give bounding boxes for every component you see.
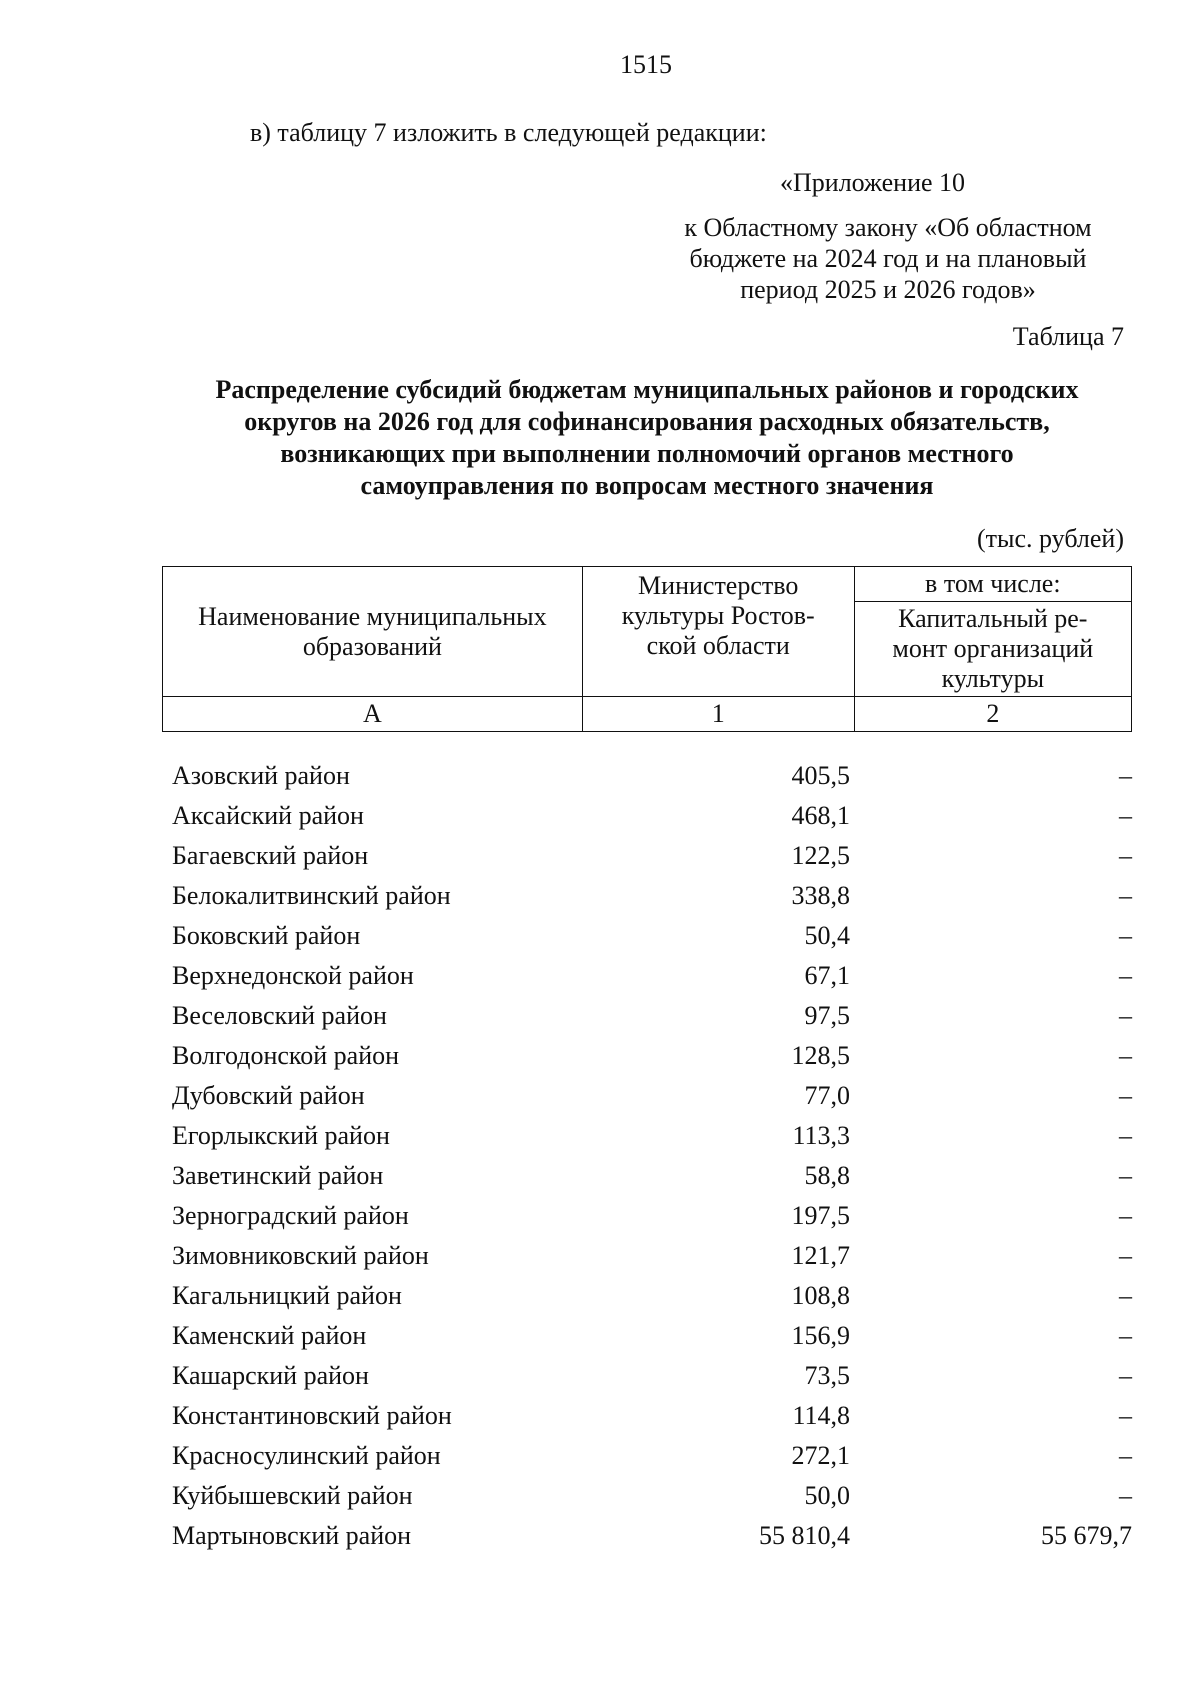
- row-value-2: –: [1119, 801, 1132, 830]
- table-row: [162, 1356, 1132, 1396]
- row-value-1: 97,5: [804, 1001, 850, 1030]
- header-col-name: [163, 567, 583, 697]
- row-value-2: –: [1119, 1361, 1132, 1390]
- row-name: Азовский район: [172, 761, 350, 790]
- row-name: Кагальницкий район: [172, 1281, 402, 1310]
- row-value-2: –: [1119, 1161, 1132, 1190]
- table-row: [162, 916, 1132, 956]
- row-value-2: –: [1119, 1321, 1132, 1350]
- row-value-1: 113,3: [792, 1121, 850, 1150]
- row-name: Каменский район: [172, 1321, 367, 1350]
- row-name: Белокалитвинский район: [172, 881, 451, 910]
- row-name: Волгодонской район: [172, 1041, 400, 1070]
- row-value-2: –: [1119, 1001, 1132, 1030]
- row-name: Кашарский район: [172, 1361, 369, 1390]
- row-value-1: 272,1: [791, 1441, 850, 1470]
- table-row: [162, 1476, 1132, 1516]
- header-index-2: 2: [854, 697, 1131, 732]
- table-row: [162, 1236, 1132, 1276]
- title-line: Распределение субсидий бюджетам муниципальных районов и городских: [215, 375, 1079, 404]
- table-row: [162, 1196, 1132, 1236]
- table-row: [162, 836, 1132, 876]
- row-value-1: 197,5: [791, 1201, 850, 1230]
- row-value-2: –: [1119, 1241, 1132, 1270]
- table-row: [162, 1276, 1132, 1316]
- header-index-1: 1: [582, 697, 854, 732]
- row-value-2: –: [1119, 1201, 1132, 1230]
- row-name: Верхнедонской район: [172, 961, 414, 990]
- row-name: Егорлыкский район: [172, 1121, 390, 1150]
- row-name: Зерноградский район: [172, 1201, 409, 1230]
- row-name: Красносулинский район: [172, 1441, 441, 1470]
- row-value-1: 338,8: [791, 881, 850, 910]
- row-name: Зимовниковский район: [172, 1241, 429, 1270]
- row-name: Багаевский район: [172, 841, 369, 870]
- row-name: Мартыновский район: [172, 1521, 412, 1550]
- row-name: Заветинский район: [172, 1161, 384, 1190]
- header-col-1: [582, 567, 854, 697]
- table-row: [162, 1436, 1132, 1476]
- table-body: [162, 756, 1132, 1556]
- row-value-1: 122,5: [791, 841, 850, 870]
- appendix-law-reference: [638, 212, 1138, 305]
- row-value-2: –: [1119, 1081, 1132, 1110]
- appendix-law-line: к Областному закону «Об областном: [684, 213, 1092, 242]
- row-name: Боковский район: [172, 921, 361, 950]
- row-value-1: 77,0: [804, 1081, 850, 1110]
- header-col-1-line: ской области: [646, 631, 790, 660]
- row-value-1: 55 810,4: [759, 1521, 850, 1550]
- header-col-2: [854, 602, 1131, 697]
- title-line: округов на 2026 год для софинансирования расходных обязательств,: [244, 407, 1050, 436]
- table-row: [162, 1316, 1132, 1356]
- row-value-2: –: [1119, 1481, 1132, 1510]
- row-value-1: 73,5: [804, 1361, 850, 1390]
- row-value-2: –: [1119, 881, 1132, 910]
- appendix-law-line: бюджете на 2024 год и на плановый: [689, 244, 1087, 273]
- row-value-2: –: [1119, 1401, 1132, 1430]
- appendix-title: «Приложение 10: [780, 168, 966, 197]
- page-number: 1515: [620, 50, 672, 79]
- table-label: Таблица 7: [1012, 322, 1124, 351]
- table-row: [162, 796, 1132, 836]
- table-row: [162, 1076, 1132, 1116]
- table-row: [162, 1396, 1132, 1436]
- row-value-1: 108,8: [791, 1281, 850, 1310]
- row-value-1: 114,8: [792, 1401, 850, 1430]
- appendix-law-line: период 2025 и 2026 годов»: [740, 275, 1036, 304]
- row-value-1: 50,0: [804, 1481, 850, 1510]
- header-col-2-line: Капитальный ре-: [898, 604, 1088, 633]
- header-col-group: в том числе:: [854, 567, 1131, 602]
- table-row: [162, 1036, 1132, 1076]
- table-row: [162, 756, 1132, 796]
- row-value-1: 67,1: [804, 961, 850, 990]
- row-value-2: –: [1119, 1121, 1132, 1150]
- header-col-2-line: монт организаций: [892, 634, 1094, 663]
- row-value-1: 405,5: [791, 761, 850, 790]
- title-line: самоуправления по вопросам местного значения: [360, 471, 934, 500]
- row-value-1: 121,7: [791, 1241, 850, 1270]
- header-index-a: А: [163, 697, 583, 732]
- units-label: (тыс. рублей): [976, 524, 1124, 553]
- intro-text: в) таблицу 7 изложить в следующей редакции:: [250, 118, 767, 147]
- row-value-2: –: [1119, 841, 1132, 870]
- table-row: [162, 1516, 1132, 1556]
- header-col-1-line: Министерство: [638, 571, 799, 600]
- row-value-1: 128,5: [791, 1041, 850, 1070]
- row-name: Куйбышевский район: [172, 1481, 413, 1510]
- row-value-2: –: [1119, 1441, 1132, 1470]
- table-row: [162, 996, 1132, 1036]
- table-header: [162, 566, 1132, 732]
- table-row: [162, 1156, 1132, 1196]
- row-value-1: 156,9: [791, 1321, 850, 1350]
- row-value-2: –: [1119, 921, 1132, 950]
- header-col-1-line: культуры Ростов-: [621, 601, 815, 630]
- row-value-1: 468,1: [791, 801, 850, 830]
- row-name: Константиновский район: [172, 1401, 452, 1430]
- row-value-2: –: [1119, 1281, 1132, 1310]
- row-value-1: 58,8: [804, 1161, 850, 1190]
- table-row: [162, 956, 1132, 996]
- row-value-1: 50,4: [804, 921, 850, 950]
- row-value-2: –: [1119, 761, 1132, 790]
- header-col-2-line: культуры: [941, 664, 1045, 693]
- document-title: [162, 374, 1132, 502]
- row-value-2: 55 679,7: [1041, 1521, 1132, 1550]
- row-value-2: –: [1119, 961, 1132, 990]
- row-name: Аксайский район: [172, 801, 364, 830]
- row-name: Дубовский район: [172, 1081, 365, 1110]
- header-col-name-line: Наименование муниципальных: [198, 601, 547, 631]
- table-row: [162, 1116, 1132, 1156]
- table-row: [162, 876, 1132, 916]
- title-line: возникающих при выполнении полномочий органов местного: [280, 439, 1014, 468]
- row-name: Веселовский район: [172, 1001, 387, 1030]
- row-value-2: –: [1119, 1041, 1132, 1070]
- header-col-name-line: образований: [302, 631, 442, 661]
